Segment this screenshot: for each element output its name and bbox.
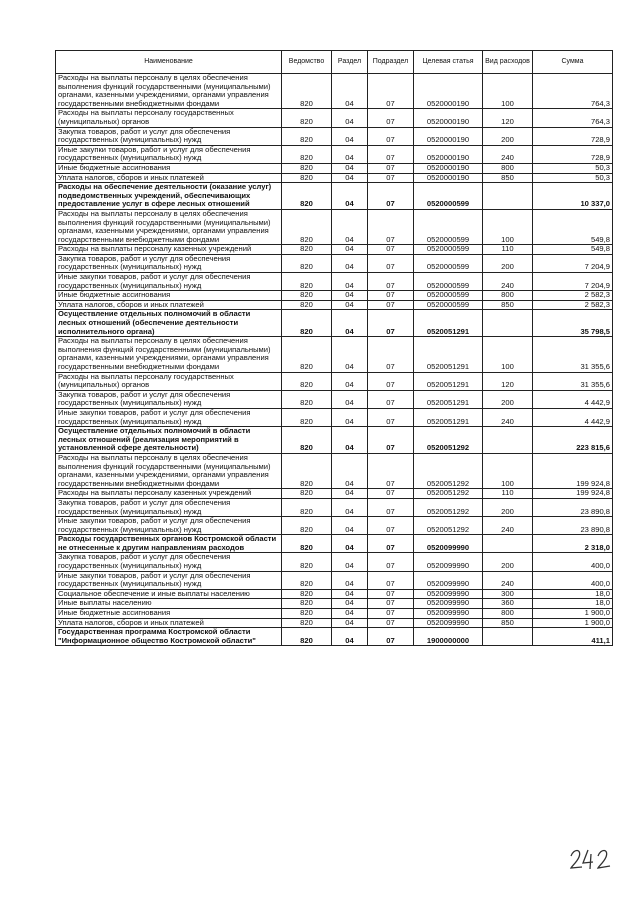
row-celevaya: 0520000190 — [414, 109, 483, 127]
row-celevaya: 0520051291 — [414, 337, 483, 372]
table-row — [56, 408, 613, 426]
row-summa: 1 900,0 — [533, 618, 613, 628]
row-podrazdel: 07 — [368, 173, 414, 183]
row-celevaya: 0520000190 — [414, 173, 483, 183]
row-celevaya: 0520051292 — [414, 517, 483, 535]
row-podrazdel: 07 — [368, 408, 414, 426]
row-podrazdel: 07 — [368, 517, 414, 535]
table-row — [56, 517, 613, 535]
header-summa: Сумма — [533, 51, 613, 74]
row-celevaya: 0520099990 — [414, 609, 483, 619]
row-vedomstvo: 820 — [282, 599, 332, 609]
row-celevaya: 0520000599 — [414, 254, 483, 272]
row-summa: 23 890,8 — [533, 498, 613, 516]
row-podrazdel: 07 — [368, 498, 414, 516]
table-row — [56, 599, 613, 609]
row-podrazdel: 07 — [368, 254, 414, 272]
row-podrazdel: 07 — [368, 310, 414, 337]
row-celevaya: 0520000190 — [414, 74, 483, 109]
row-celevaya: 0520051291 — [414, 408, 483, 426]
row-vid: 360 — [483, 599, 533, 609]
table-row — [56, 245, 613, 255]
row-vedomstvo: 820 — [282, 245, 332, 255]
row-razdel: 04 — [332, 609, 368, 619]
row-celevaya: 0520000190 — [414, 145, 483, 163]
table-row — [56, 337, 613, 372]
row-summa: 2 318,0 — [533, 535, 613, 553]
row-name: Социальное обеспечение и иные выплаты населению — [56, 589, 282, 599]
table-row — [56, 254, 613, 272]
row-name: Закупка товаров, работ и услуг для обеспечения государственных (муниципальных) нужд — [56, 498, 282, 516]
row-vedomstvo: 820 — [282, 589, 332, 599]
row-vedomstvo: 820 — [282, 74, 332, 109]
row-name: Уплата налогов, сборов и иных платежей — [56, 618, 282, 628]
row-vedomstvo: 820 — [282, 163, 332, 173]
table-row — [56, 535, 613, 553]
row-name: Иные закупки товаров, работ и услуг для обеспечения государственных (муниципальных) нужд — [56, 517, 282, 535]
row-name: Расходы на выплаты персоналу в целях обеспечения выполнения функций государственными (муниципальными) органами, казенными учреждениями, органами управления государственными внебюджетными фондами — [56, 74, 282, 109]
row-razdel: 04 — [332, 453, 368, 488]
header-vedomstvo: Ведомство — [282, 51, 332, 74]
row-vedomstvo: 820 — [282, 254, 332, 272]
row-vid: 120 — [483, 109, 533, 127]
row-vid: 200 — [483, 498, 533, 516]
row-podrazdel: 07 — [368, 145, 414, 163]
row-podrazdel: 07 — [368, 74, 414, 109]
row-name: Расходы государственных органов Костромской области не отнесенные к другим направлениям расходов — [56, 535, 282, 553]
row-celevaya: 0520099990 — [414, 535, 483, 553]
row-celevaya: 0520051291 — [414, 310, 483, 337]
table-row — [56, 145, 613, 163]
row-name: Расходы на выплаты персоналу в целях обеспечения выполнения функций государственными (муниципальными) органами, казенными учреждениями, органами управления государственными внебюджетными фондами — [56, 209, 282, 244]
row-summa: 728,9 — [533, 145, 613, 163]
table-row — [56, 571, 613, 589]
row-vid: 100 — [483, 453, 533, 488]
row-podrazdel: 07 — [368, 291, 414, 301]
row-celevaya: 0520000599 — [414, 273, 483, 291]
table-header-row — [56, 51, 613, 74]
row-podrazdel: 07 — [368, 209, 414, 244]
row-vid — [483, 535, 533, 553]
row-podrazdel: 07 — [368, 245, 414, 255]
row-summa: 764,3 — [533, 74, 613, 109]
row-summa: 4 442,9 — [533, 390, 613, 408]
row-celevaya: 0520000599 — [414, 291, 483, 301]
row-podrazdel: 07 — [368, 183, 414, 210]
row-celevaya: 1900000000 — [414, 628, 483, 646]
row-razdel: 04 — [332, 245, 368, 255]
row-celevaya: 0520099990 — [414, 571, 483, 589]
row-razdel: 04 — [332, 173, 368, 183]
row-vid: 200 — [483, 254, 533, 272]
row-name: Иные бюджетные ассигнования — [56, 291, 282, 301]
table-row — [56, 300, 613, 310]
row-vedomstvo: 820 — [282, 553, 332, 571]
row-razdel: 04 — [332, 74, 368, 109]
row-summa: 10 337,0 — [533, 183, 613, 210]
row-podrazdel: 07 — [368, 453, 414, 488]
row-summa: 199 924,8 — [533, 489, 613, 499]
row-razdel: 04 — [332, 273, 368, 291]
table-row — [56, 498, 613, 516]
row-celevaya: 0520099990 — [414, 599, 483, 609]
row-name: Государственная программа Костромской области "Информационное общество Костромской области" — [56, 628, 282, 646]
row-razdel: 04 — [332, 618, 368, 628]
row-celevaya: 0520051292 — [414, 427, 483, 454]
row-podrazdel: 07 — [368, 609, 414, 619]
row-podrazdel: 07 — [368, 163, 414, 173]
table-row — [56, 74, 613, 109]
row-summa: 31 355,6 — [533, 337, 613, 372]
row-vedomstvo: 820 — [282, 337, 332, 372]
row-podrazdel: 07 — [368, 273, 414, 291]
row-summa: 7 204,9 — [533, 273, 613, 291]
table-row — [56, 589, 613, 599]
row-celevaya: 0520051292 — [414, 489, 483, 499]
row-summa: 400,0 — [533, 571, 613, 589]
row-razdel: 04 — [332, 628, 368, 646]
row-name: Закупка товаров, работ и услуг для обеспечения государственных (муниципальных) нужд — [56, 254, 282, 272]
row-vid — [483, 427, 533, 454]
table-row — [56, 609, 613, 619]
row-summa: 35 798,5 — [533, 310, 613, 337]
row-razdel: 04 — [332, 337, 368, 372]
row-vid: 850 — [483, 173, 533, 183]
row-summa: 50,3 — [533, 173, 613, 183]
table-row — [56, 372, 613, 390]
table-row — [56, 109, 613, 127]
row-name: Осуществление отдельных полномочий в области лесных отношений (реализация мероприятий в установленной сфере деятельности) — [56, 427, 282, 454]
table-row — [56, 127, 613, 145]
row-razdel: 04 — [332, 427, 368, 454]
row-celevaya: 0520000190 — [414, 127, 483, 145]
row-razdel: 04 — [332, 183, 368, 210]
row-podrazdel: 07 — [368, 489, 414, 499]
row-vid: 800 — [483, 609, 533, 619]
row-razdel: 04 — [332, 300, 368, 310]
row-name: Расходы на выплаты персоналу в целях обеспечения выполнения функций государственными (муниципальными) органами, казенными учреждениями, органами управления государственными внебюджетными фондами — [56, 453, 282, 488]
row-razdel: 04 — [332, 498, 368, 516]
table-row — [56, 209, 613, 244]
row-vid: 100 — [483, 74, 533, 109]
row-podrazdel: 07 — [368, 390, 414, 408]
row-podrazdel: 07 — [368, 618, 414, 628]
row-summa: 1 900,0 — [533, 609, 613, 619]
row-podrazdel: 07 — [368, 553, 414, 571]
row-summa: 728,9 — [533, 127, 613, 145]
row-summa: 223 815,6 — [533, 427, 613, 454]
row-vid: 240 — [483, 571, 533, 589]
table-row — [56, 553, 613, 571]
row-name: Закупка товаров, работ и услуг для обеспечения государственных (муниципальных) нужд — [56, 390, 282, 408]
row-podrazdel: 07 — [368, 571, 414, 589]
row-vedomstvo: 820 — [282, 310, 332, 337]
row-razdel: 04 — [332, 535, 368, 553]
row-name: Закупка товаров, работ и услуг для обеспечения государственных (муниципальных) нужд — [56, 553, 282, 571]
row-vid — [483, 310, 533, 337]
row-vedomstvo: 820 — [282, 628, 332, 646]
handwritten-page-number — [568, 844, 616, 872]
row-podrazdel: 07 — [368, 589, 414, 599]
row-summa: 31 355,6 — [533, 372, 613, 390]
budget-table — [55, 50, 613, 646]
row-razdel: 04 — [332, 291, 368, 301]
row-podrazdel: 07 — [368, 337, 414, 372]
row-summa: 549,8 — [533, 245, 613, 255]
row-vid: 240 — [483, 517, 533, 535]
row-summa: 199 924,8 — [533, 453, 613, 488]
row-vedomstvo: 820 — [282, 390, 332, 408]
row-razdel: 04 — [332, 372, 368, 390]
table-row — [56, 310, 613, 337]
row-vedomstvo: 820 — [282, 291, 332, 301]
table-row — [56, 618, 613, 628]
row-vedomstvo: 820 — [282, 173, 332, 183]
row-celevaya: 0520051291 — [414, 390, 483, 408]
row-name: Иные закупки товаров, работ и услуг для обеспечения государственных (муниципальных) нужд — [56, 571, 282, 589]
table-row — [56, 628, 613, 646]
row-vid — [483, 183, 533, 210]
row-celevaya: 0520099990 — [414, 589, 483, 599]
row-razdel: 04 — [332, 127, 368, 145]
row-vedomstvo: 820 — [282, 498, 332, 516]
row-vid: 120 — [483, 372, 533, 390]
row-vid: 240 — [483, 408, 533, 426]
row-vid: 200 — [483, 553, 533, 571]
row-podrazdel: 07 — [368, 628, 414, 646]
row-razdel: 04 — [332, 589, 368, 599]
row-vedomstvo: 820 — [282, 535, 332, 553]
row-vedomstvo: 820 — [282, 453, 332, 488]
row-celevaya: 0520051292 — [414, 498, 483, 516]
row-vedomstvo: 820 — [282, 517, 332, 535]
row-podrazdel: 07 — [368, 109, 414, 127]
row-vid: 200 — [483, 127, 533, 145]
row-vid: 110 — [483, 489, 533, 499]
row-vid: 110 — [483, 245, 533, 255]
row-vedomstvo: 820 — [282, 109, 332, 127]
row-name: Расходы на выплаты персоналу казенных учреждений — [56, 245, 282, 255]
row-vid: 200 — [483, 390, 533, 408]
row-celevaya: 0520099990 — [414, 618, 483, 628]
row-summa: 4 442,9 — [533, 408, 613, 426]
row-name: Иные закупки товаров, работ и услуг для обеспечения государственных (муниципальных) нужд — [56, 145, 282, 163]
row-razdel: 04 — [332, 209, 368, 244]
row-razdel: 04 — [332, 489, 368, 499]
row-razdel: 04 — [332, 390, 368, 408]
table-row — [56, 453, 613, 488]
row-vid: 100 — [483, 209, 533, 244]
row-vid: 240 — [483, 273, 533, 291]
table-row — [56, 427, 613, 454]
row-name: Закупка товаров, работ и услуг для обеспечения государственных (муниципальных) нужд — [56, 127, 282, 145]
row-vedomstvo: 820 — [282, 571, 332, 589]
row-name: Иные бюджетные ассигнования — [56, 609, 282, 619]
row-podrazdel: 07 — [368, 372, 414, 390]
row-podrazdel: 07 — [368, 599, 414, 609]
row-name: Осуществление отдельных полномочий в области лесных отношений (обеспечение деятельности исполнительного органа) — [56, 310, 282, 337]
row-vedomstvo: 820 — [282, 489, 332, 499]
row-vid: 850 — [483, 618, 533, 628]
row-vedomstvo: 820 — [282, 408, 332, 426]
row-vid: 800 — [483, 291, 533, 301]
row-vedomstvo: 820 — [282, 145, 332, 163]
header-vid: Вид расходов — [483, 51, 533, 74]
row-vedomstvo: 820 — [282, 300, 332, 310]
row-razdel: 04 — [332, 145, 368, 163]
row-razdel: 04 — [332, 310, 368, 337]
row-name: Расходы на выплаты персоналу государственных (муниципальных) органов — [56, 372, 282, 390]
row-name: Иные выплаты населению — [56, 599, 282, 609]
row-vid: 240 — [483, 145, 533, 163]
row-podrazdel: 07 — [368, 427, 414, 454]
header-name: Наименование — [56, 51, 282, 74]
row-summa: 764,3 — [533, 109, 613, 127]
row-name: Расходы на выплаты персоналу государственных (муниципальных) органов — [56, 109, 282, 127]
row-summa: 549,8 — [533, 209, 613, 244]
row-vedomstvo: 820 — [282, 618, 332, 628]
row-vid: 300 — [483, 589, 533, 599]
table-row — [56, 390, 613, 408]
row-name: Уплата налогов, сборов и иных платежей — [56, 300, 282, 310]
table-body — [56, 74, 613, 646]
row-name: Иные закупки товаров, работ и услуг для обеспечения государственных (муниципальных) нужд — [56, 273, 282, 291]
row-razdel: 04 — [332, 254, 368, 272]
row-name: Уплата налогов, сборов и иных платежей — [56, 173, 282, 183]
row-celevaya: 0520051291 — [414, 372, 483, 390]
table-row — [56, 173, 613, 183]
row-name: Расходы на обеспечение деятельности (оказание услуг) подведомственных учреждений, обеспечивающих предоставление услуг в сфере лесных отношений — [56, 183, 282, 210]
row-summa: 400,0 — [533, 553, 613, 571]
row-vedomstvo: 820 — [282, 427, 332, 454]
row-summa: 2 582,3 — [533, 300, 613, 310]
row-celevaya: 0520000599 — [414, 245, 483, 255]
row-razdel: 04 — [332, 571, 368, 589]
row-name: Расходы на выплаты персоналу в целях обеспечения выполнения функций государственными (муниципальными) органами, казенными учреждениями, органами управления государственными внебюджетными фондами — [56, 337, 282, 372]
row-name: Иные закупки товаров, работ и услуг для обеспечения государственных (муниципальных) нужд — [56, 408, 282, 426]
header-razdel: Раздел — [332, 51, 368, 74]
row-summa: 18,0 — [533, 589, 613, 599]
row-razdel: 04 — [332, 408, 368, 426]
table-row — [56, 273, 613, 291]
row-vedomstvo: 820 — [282, 209, 332, 244]
row-summa: 7 204,9 — [533, 254, 613, 272]
row-summa: 50,3 — [533, 163, 613, 173]
table-row — [56, 291, 613, 301]
row-vid: 800 — [483, 163, 533, 173]
row-vedomstvo: 820 — [282, 183, 332, 210]
row-vedomstvo: 820 — [282, 372, 332, 390]
row-podrazdel: 07 — [368, 127, 414, 145]
row-podrazdel: 07 — [368, 535, 414, 553]
row-vedomstvo: 820 — [282, 609, 332, 619]
header-celevaya: Целевая статья — [414, 51, 483, 74]
header-podrazdel: Подраздел — [368, 51, 414, 74]
row-summa: 23 890,8 — [533, 517, 613, 535]
row-vedomstvo: 820 — [282, 273, 332, 291]
row-celevaya: 0520099990 — [414, 553, 483, 571]
row-vid: 850 — [483, 300, 533, 310]
table-row — [56, 183, 613, 210]
row-razdel: 04 — [332, 553, 368, 571]
table-row — [56, 163, 613, 173]
row-razdel: 04 — [332, 163, 368, 173]
table-row — [56, 489, 613, 499]
row-vid — [483, 628, 533, 646]
row-razdel: 04 — [332, 517, 368, 535]
row-summa: 2 582,3 — [533, 291, 613, 301]
row-celevaya: 0520000190 — [414, 163, 483, 173]
row-vid: 100 — [483, 337, 533, 372]
row-celevaya: 0520000599 — [414, 209, 483, 244]
row-podrazdel: 07 — [368, 300, 414, 310]
row-summa: 411,1 — [533, 628, 613, 646]
row-vedomstvo: 820 — [282, 127, 332, 145]
row-celevaya: 0520000599 — [414, 300, 483, 310]
row-celevaya: 0520051292 — [414, 453, 483, 488]
row-name: Иные бюджетные ассигнования — [56, 163, 282, 173]
row-name: Расходы на выплаты персоналу казенных учреждений — [56, 489, 282, 499]
row-celevaya: 0520000599 — [414, 183, 483, 210]
row-razdel: 04 — [332, 109, 368, 127]
row-summa: 18,0 — [533, 599, 613, 609]
row-razdel: 04 — [332, 599, 368, 609]
